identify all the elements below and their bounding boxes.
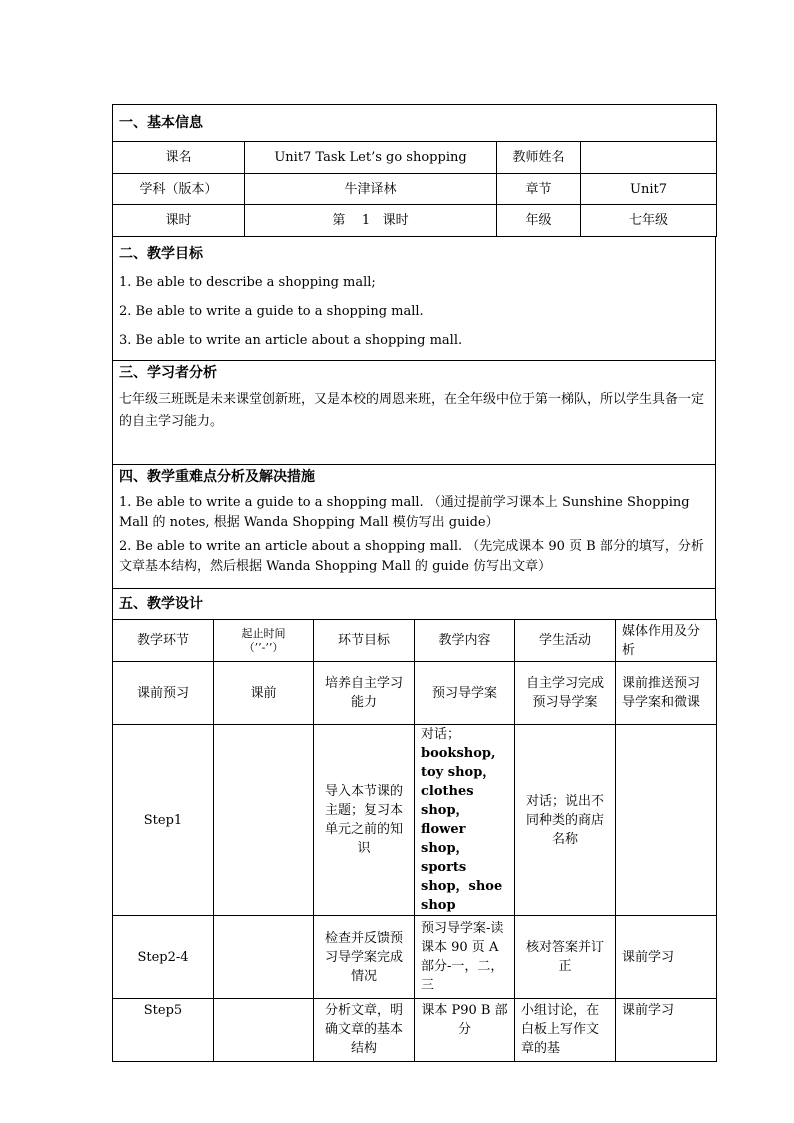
teacher-value (581, 142, 717, 174)
row-goal: 分析文章，明确文章的基本结构 (314, 999, 415, 1062)
subject-value: 牛津译林 (245, 174, 497, 205)
section-3-title: 三、学习者分析 (119, 365, 217, 381)
row-activity: 对话；说出不同种类的商店名称 (515, 725, 616, 916)
course-name-value: Unit7 Task Let’s go shopping (245, 142, 497, 174)
row-content (415, 725, 515, 916)
row-media (616, 725, 717, 916)
objective-item: 3. Be able to write an article about a shopping mall. (119, 333, 463, 348)
lesson-plan (112, 104, 716, 1062)
row-time (214, 725, 314, 916)
row-media: 课前学习 (616, 916, 717, 999)
row-activity: 小组讨论，在白板上写作文章的基 (515, 999, 616, 1062)
period-label: 课时 (113, 205, 245, 237)
row-time (214, 916, 314, 999)
section-5-title: 五、教学设计 (113, 589, 716, 620)
row-time: 课前 (214, 662, 314, 725)
content-lead: 对话； (421, 727, 461, 742)
header-goal: 环节目标 (314, 620, 415, 662)
row-stage: 课前预习 (113, 662, 214, 725)
row-stage: Step5 (113, 999, 214, 1062)
shop-names: bookshop, toy shop，clothes shop，flower shop，sports shop，shoe shop (421, 746, 503, 913)
row-content: 课本 P90 B 部分 (415, 999, 515, 1062)
row-goal: 检查并反馈预习导学案完成情况 (314, 916, 415, 999)
row-content: 预习导学案 (415, 662, 515, 725)
row-goal: 培养自主学习能力 (314, 662, 415, 725)
basic-info-table (112, 104, 717, 237)
header-stage: 教学环节 (113, 620, 214, 662)
row-media: 课前学习 (616, 999, 717, 1062)
row-content: 预习导学案-读课本 90 页 A 部分-一，二，三 (415, 916, 515, 999)
key-point-item: 2. Be able to write an article about a shopping mall. （先完成课本 90 页 B 部分的填写，分析文章基本结构，然后根据 Wanda Shopping Mall 的 guide 仿写出文章） (119, 539, 704, 574)
key-point-item: 1. Be able to write a guide to a shopping mall. （通过提前学习课本上 Sunshine Shopping Mall 的 notes, 根据 Wanda Shopping Mall 模仿写出 guide） (119, 495, 690, 530)
grade-value: 七年级 (581, 205, 717, 237)
subject-label: 学科（版本） (113, 174, 245, 205)
learner-analysis-text: 七年级三班既是未来课堂创新班，又是本校的周恩来班，在全年级中位于第一梯队，所以学生具备一定的自主学习能力。 (119, 392, 705, 429)
row-stage: Step2-4 (113, 916, 214, 999)
chapter-label: 章节 (497, 174, 581, 205)
row-time (214, 999, 314, 1062)
row-media: 课前推送预习导学案和微课 (616, 662, 717, 725)
period-value: 第 1 课时 (245, 205, 497, 237)
row-activity: 自主学习完成预习导学案 (515, 662, 616, 725)
teacher-label: 教师姓名 (497, 142, 581, 174)
row-activity: 核对答案并订正 (515, 916, 616, 999)
learner-analysis-cell (113, 361, 716, 465)
row-stage: Step1 (113, 725, 214, 916)
chapter-value: Unit7 (581, 174, 717, 205)
section-1-title: 一、基本信息 (113, 105, 717, 142)
section-4-title: 四、教学重难点分析及解决措施 (119, 469, 315, 485)
header-time: 起止时间 （’’-’’） (214, 620, 314, 662)
objective-item: 1. Be able to describe a shopping mall; (119, 275, 376, 290)
course-name-label: 课名 (113, 142, 245, 174)
header-activity: 学生活动 (515, 620, 616, 662)
grade-label: 年级 (497, 205, 581, 237)
header-content: 教学内容 (415, 620, 515, 662)
objectives-cell (113, 237, 716, 361)
teaching-design-table (112, 619, 717, 1062)
key-points-cell (113, 465, 716, 589)
section-2-title: 二、教学目标 (119, 246, 203, 262)
row-goal: 导入本节课的主题；复习本单元之前的知识 (314, 725, 415, 916)
header-media: 媒体作用及分析 (616, 620, 717, 662)
analysis-table (112, 236, 716, 620)
objective-item: 2. Be able to write a guide to a shopping mall. (119, 304, 424, 319)
